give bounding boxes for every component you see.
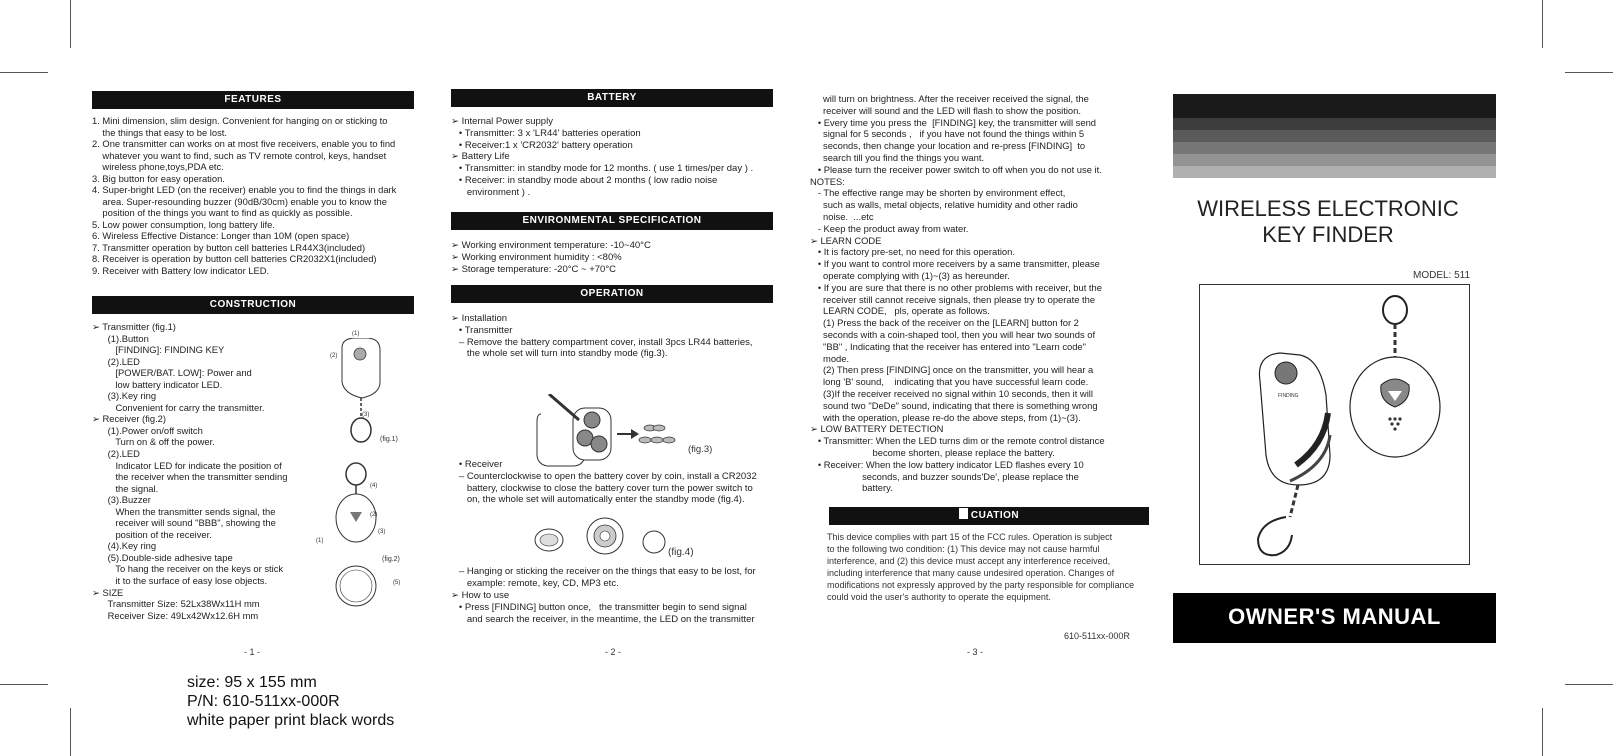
text-line: When the transmitter sends signal, the xyxy=(92,505,276,517)
text-line: 3. Big button for easy operation. xyxy=(92,172,225,184)
text-line: on, the whole set will automatically enter the standby mode (fig.4). xyxy=(451,494,745,506)
text-line: (1) Press the back of the receiver on the [LEARN] button for 2 xyxy=(810,317,1079,329)
text-line: signal for 5 seconds , if you have not found the things within 5 xyxy=(810,128,1085,140)
text-line: (2) Then press [FINDING] once on the transmitter, you will hear a xyxy=(810,364,1094,376)
receiver-figure xyxy=(330,462,390,612)
page-number-2: - 2 - xyxy=(605,647,622,657)
text-line: ➢ Working environment temperature: -10~40°C xyxy=(451,240,651,251)
text-line: interference, and (2) this device must accept any interference received, xyxy=(827,555,1111,566)
callout-4: (4) xyxy=(370,483,378,489)
text-line: ➢ How to use xyxy=(451,590,510,601)
cover-stripes xyxy=(1173,94,1496,178)
text-line: area. Super-resounding buzzer (90dB/30cm) enable you to know the xyxy=(92,195,387,207)
text-line: 7. Transmitter operation by button cell batteries LR44X3(included) xyxy=(92,241,366,253)
text-line: • Receiver: When the low battery indicator LED flashes every 10 xyxy=(810,458,1084,470)
text-line: the whole set will turn into standby mode (fig.3). xyxy=(451,348,668,360)
crop-mark xyxy=(1565,684,1613,685)
text-line: • It is factory pre-set, no need for this operation. xyxy=(810,246,1015,258)
text-line: ➢ Storage temperature: -20°C ~ +70°C xyxy=(451,264,617,275)
text-line: • Receiver: in standby mode about 2 months ( low radio noise xyxy=(451,174,718,186)
text-line: • Transmitter: in standby mode for 12 months. ( use 1 times/per day ) . xyxy=(451,163,754,175)
text-line: (3).Key ring xyxy=(92,390,157,402)
text-line: receiver still cannot receive signals, then please try to operate the xyxy=(810,293,1096,305)
crop-mark xyxy=(70,708,71,756)
text-line: receiver will sound "BBB", showing the xyxy=(92,517,276,529)
text-line: "BB" , Indicating that the receiver has entered into "Learn code" xyxy=(810,340,1086,352)
text-line: 6. Wireless Effective Distance: Longer than 10M (open space) xyxy=(92,230,350,241)
features-header: FEATURES xyxy=(92,91,414,109)
text-line: 1. Mini dimension, slim design. Convenient for hanging on or sticking to xyxy=(92,115,388,126)
text-line: (5).Double-side adhesive tape xyxy=(92,551,233,563)
text-line: seconds, and buzzer sounds'De', please replace the xyxy=(810,470,1079,482)
text-line: Transmitter Size: 52Lx38Wx11H mm xyxy=(92,598,260,610)
callout-3: (3) xyxy=(362,412,370,418)
text-line: - The effective range may be shorten by environment effect, xyxy=(810,187,1066,199)
caution-title: CUATION xyxy=(970,510,1020,521)
text-line: 4. Super-bright LED (on the receiver) enable you to find the things in dark xyxy=(92,184,397,195)
text-line: wireless phone,toys,PDA etc. xyxy=(92,161,224,172)
text-line: (2).LED xyxy=(92,355,140,367)
crop-mark xyxy=(1542,708,1543,756)
text-line: • If you are sure that there is no other problems with receiver, but the xyxy=(810,281,1102,293)
text-line: long 'B' sound, indicating that you have successful learn code. xyxy=(810,376,1089,388)
text-line: ➢ LEARN CODE xyxy=(810,234,882,246)
text-line: – Hanging or sticking the receiver on the things that easy to be lost, for xyxy=(451,566,756,577)
text-line: • Press [FINDING] button once, the transmitter begin to send signal xyxy=(451,602,747,613)
text-line: the signal. xyxy=(92,482,159,494)
finding-label: FINDING xyxy=(1278,393,1299,399)
text-line: (3)If the receiver received no signal within 10 seconds, then it will xyxy=(810,387,1093,399)
text-line: position of the receiver. xyxy=(92,528,212,540)
print-part-number: P/N: 610-511xx-000R xyxy=(187,693,340,710)
fig1-label: (fig.1) xyxy=(380,436,398,443)
text-line: could void the user's authority to operate the equipment. xyxy=(827,591,1051,602)
text-line: Convenient for carry the transmitter. xyxy=(92,401,265,413)
print-size: size: 95 x 155 mm xyxy=(187,674,317,691)
operation-header: OPERATION xyxy=(451,285,773,303)
text-line: • Transmitter: 3 x 'LR44' batteries operation xyxy=(451,127,641,139)
text-line: example: remote, key, CD, MP3 etc. xyxy=(451,578,619,589)
text-line: Receiver Size: 49Lx42Wx12.6H mm xyxy=(92,609,259,621)
text-line: seconds, then change your location and re-press [FINDING] to xyxy=(810,140,1086,152)
text-line: position of the things you want to find as quickly as possible. xyxy=(92,207,353,218)
text-line: Indicator LED for indicate the position of xyxy=(92,459,282,471)
text-line: environment ) . xyxy=(451,186,531,198)
text-line: and search the receiver, in the meantime, the LED on the transmitter xyxy=(451,614,755,625)
fig4-label: (fig.4) xyxy=(668,547,694,558)
page-number-3: - 3 - xyxy=(967,647,984,657)
text-line: such as walls, metal objects, relative humidity and other radio xyxy=(810,199,1078,211)
text-line: (1).Power on/off switch xyxy=(92,424,203,436)
fig3-label: (fig.3) xyxy=(688,444,713,455)
text-line: – Counterclockwise to open the battery cover by coin, install a CR2032 xyxy=(451,470,757,482)
text-line: – Remove the battery compartment cover, install 3pcs LR44 batteries, xyxy=(451,336,753,348)
text-line: including interference that many cause undesired operation. Changes of xyxy=(827,567,1115,578)
callout-3b: (3) xyxy=(378,529,386,535)
environment-header: ENVIRONMENTAL SPECIFICATION xyxy=(451,212,773,230)
text-line: (3).Buzzer xyxy=(92,494,151,506)
text-line: 8. Receiver is operation by button cell batteries CR2032X1(included) xyxy=(92,253,377,264)
text-line: [FINDING]: FINDING KEY xyxy=(92,344,225,356)
text-line: • Receiver xyxy=(451,459,503,470)
construction-list xyxy=(92,321,287,621)
model-label: MODEL: 511 xyxy=(1413,270,1471,281)
battery-list xyxy=(451,116,753,199)
text-line: [POWER/BAT. LOW]: Power and xyxy=(92,367,252,379)
text-line: ➢ Internal Power supply xyxy=(451,116,553,127)
text-line: • Every time you press the [FINDING] key, the transmitter will send xyxy=(810,116,1097,128)
text-line: it to the surface of easy lose objects. xyxy=(92,575,268,587)
owners-manual-banner: OWNER'S MANUAL xyxy=(1173,593,1496,643)
features-list xyxy=(92,115,396,276)
crop-mark xyxy=(0,72,48,73)
text-line: (1).Button xyxy=(92,332,149,344)
text-line: • Receiver:1 x 'CR2032' battery operation xyxy=(451,139,633,151)
text-line: the things that easy to be lost. xyxy=(92,126,227,138)
callout-2: (2) xyxy=(330,353,338,359)
caution-list xyxy=(827,532,1134,603)
text-line: become shorten, please replace the battery. xyxy=(810,446,1055,458)
text-line: NOTES: xyxy=(810,175,845,187)
crop-mark xyxy=(70,0,71,48)
operation-usage xyxy=(451,566,756,626)
text-line: modifications not expressly approved by the party responsible for compliance xyxy=(827,579,1135,590)
text-line: ➢ Working environment humidity : <80% xyxy=(451,252,622,263)
text-line: ➢ Receiver (fig.2) xyxy=(92,413,167,425)
print-instruction: white paper print black words xyxy=(187,712,395,729)
text-line: the receiver when the transmitter sending xyxy=(92,471,288,483)
crop-mark xyxy=(0,684,48,685)
text-line: • If you want to control more receivers by a same transmitter, please xyxy=(810,258,1100,270)
text-line: mode. xyxy=(810,352,850,364)
text-line: To hang the receiver on the keys or stick xyxy=(92,563,284,575)
text-line: with the operation, please re-do the above steps, from (1)~(3). xyxy=(810,411,1081,423)
page-number-1: - 1 - xyxy=(244,647,261,657)
construction-header: CONSTRUCTION xyxy=(92,296,414,314)
text-line: ➢ SIZE xyxy=(92,586,124,598)
text-line: seconds with a coin-shaped tool, then you will hear two sounds of xyxy=(810,328,1096,340)
col3-list xyxy=(810,93,1105,494)
callout-1: (1) xyxy=(352,331,360,337)
caution-header xyxy=(829,507,1149,525)
receiver-battery-figure xyxy=(533,512,673,562)
text-line: low battery indicator LED. xyxy=(92,378,223,390)
text-line: 5. Low power consumption, long battery life. xyxy=(92,218,275,230)
battery-header: BATTERY xyxy=(451,89,773,107)
environment-list xyxy=(451,240,651,276)
text-line: • Please turn the receiver power switch to off when you do not use it. xyxy=(810,163,1102,175)
product-image-frame xyxy=(1199,284,1470,565)
text-line: operate complying with (1)~(3) as hereunder. xyxy=(810,269,1010,281)
text-line: battery. xyxy=(810,482,893,494)
text-line: 9. Receiver with Battery low indicator LED. xyxy=(92,264,270,276)
text-line: This device complies with part 15 of the FCC rules. Operation is subject xyxy=(827,532,1113,542)
text-line: • Transmitter: When the LED turns dim or the remote control distance xyxy=(810,435,1105,447)
text-line: (4).Key ring xyxy=(92,540,157,552)
part-code: 610-511xx-000R xyxy=(1064,631,1130,641)
text-line: (2).LED xyxy=(92,448,140,460)
operation-receiver xyxy=(451,459,757,506)
text-line: • Transmitter xyxy=(451,324,513,336)
text-line: whatever you want to find, such as TV remote control, keys, handset xyxy=(92,149,387,161)
text-line: receiver will sound and the LED will flash to show the position. xyxy=(810,104,1081,116)
crop-mark xyxy=(1565,72,1613,73)
text-line: search till you find the things you want. xyxy=(810,151,985,163)
text-line: ➢ Battery Life xyxy=(451,151,510,163)
text-line: sound two "DeDe" sound, indicating that there is something wrong xyxy=(810,399,1098,411)
text-line: to the following two condition: (1) This device may not cause harmful xyxy=(827,543,1100,554)
text-line: ➢ Transmitter (fig.1) xyxy=(92,321,176,332)
crop-mark xyxy=(1542,0,1543,48)
text-line: 2. One transmitter can works on at most five receivers, enable you to find xyxy=(92,138,396,149)
text-line: ➢ LOW BATTERY DETECTION xyxy=(810,423,944,435)
text-line: will turn on brightness. After the receiver received the signal, the xyxy=(810,93,1089,104)
callout-2b: (2) xyxy=(370,512,378,518)
operation-install xyxy=(451,313,753,360)
text-line: ➢ Installation xyxy=(451,313,508,324)
caution-square-icon xyxy=(959,508,968,519)
text-line: noise. ...etc xyxy=(810,210,874,222)
text-line: - Keep the product away from water. xyxy=(810,222,969,234)
fig2-label: (fig.2) xyxy=(382,556,400,563)
cover-title-line1: WIRELESS ELECTRONIC xyxy=(1197,196,1459,221)
product-illustration xyxy=(1200,285,1469,564)
callout-5: (5) xyxy=(393,580,401,586)
callout-1b: (1) xyxy=(316,538,324,544)
cover-title-line2: KEY FINDER xyxy=(1262,222,1394,247)
text-line: LEARN CODE, pls, operate as follows. xyxy=(810,305,990,317)
text-line: battery, clockwise to close the battery cover turn the power switch to xyxy=(451,482,753,494)
text-line: Turn on & off the power. xyxy=(92,436,215,448)
